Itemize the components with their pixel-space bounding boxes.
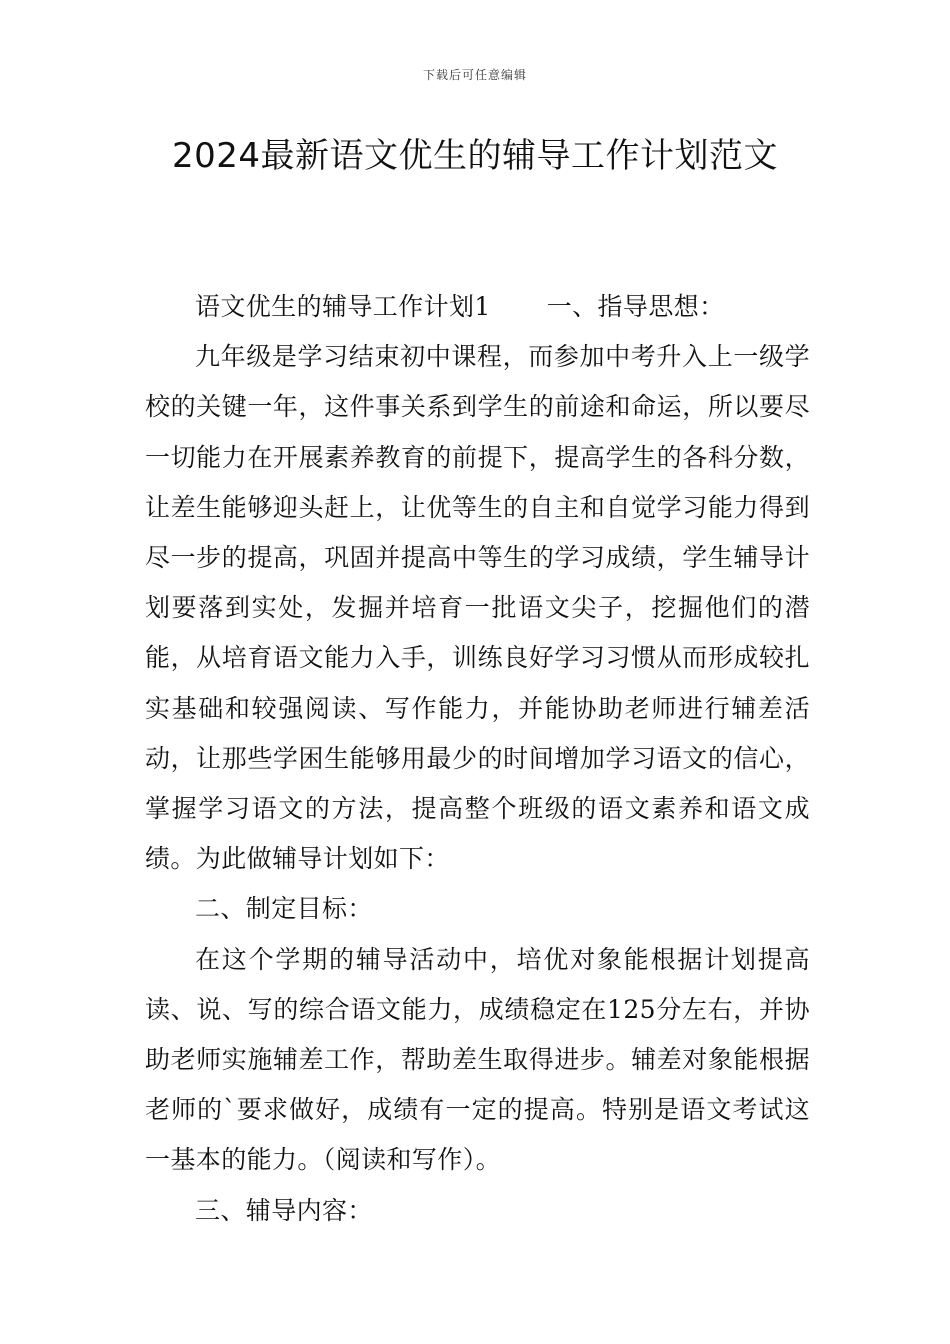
intro-line bbox=[145, 282, 810, 332]
document-body bbox=[145, 282, 810, 1236]
paragraph-goals: 在这个学期的辅导活动中，培优对象能根据计划提高读、说、写的综合语文能力，成绩稳定在125分左右，并协助老师实施辅差工作，帮助差生取得进步。辅差对象能根据老师的`要求做好，成绩有一定的提高。特别是语文考试这一基本的能力。（阅读和写作）。 bbox=[145, 944, 810, 1175]
paragraph-guiding-ideas: 九年级是学习结束初中课程，而参加中考升入上一级学校的关键一年，这件事关系到学生的前途和命运，所以要尽一切能力在开展素养教育的前提下，提高学生的各科分数，让差生能够迎头赶上，让优等生的自主和自觉学习能力得到尽一步的提高，巩固并提高中等生的学习成绩，学生辅导计划要落到实处，发掘并培育一批语文尖子，挖掘他们的潜能，从培育语文能力入手，训练良好学习习惯从而形成较扎实基础和较强阅读、写作能力，并能协助老师进行辅差活动，让那些学困生能够用最少的时间增加学习语文的信心，掌握学习语文的方法，提高整个班级的语文素养和语文成绩。为此做辅导计划如下： bbox=[145, 342, 810, 874]
plan-label: 语文优生的辅导工作计划1 bbox=[195, 292, 491, 321]
section-heading-1: 一、指导思想： bbox=[546, 292, 725, 321]
document-title: 2024最新语文优生的辅导工作计划范文 bbox=[171, 136, 779, 176]
section-heading-2: 二、制定目标： bbox=[195, 894, 373, 924]
section-heading-3: 三、辅导内容： bbox=[195, 1195, 373, 1225]
header-note: 下载后可任意编辑 bbox=[422, 68, 527, 82]
